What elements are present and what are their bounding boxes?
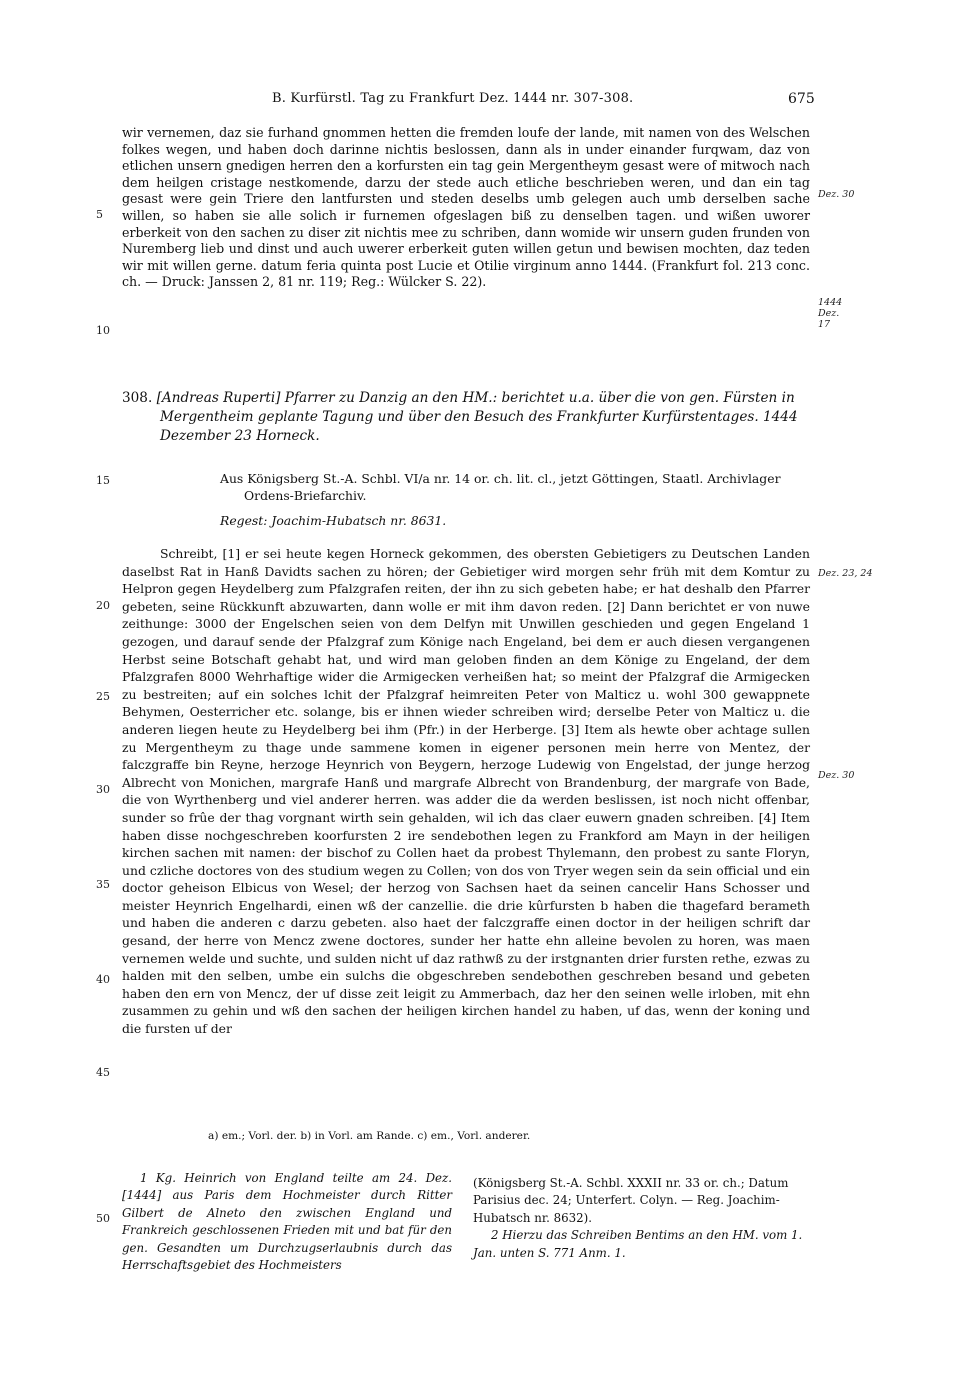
- document-body-text: Schreibt, [1] er sei heute kegen Horneck gekommen, des obersten Gebietigers zu Deutschen Landen daselbst Rat in Hanß Davidts sachen zu hören; der Gebietiger wird morgen sehr früh mit dem Komtur zu Helpron gegen Heydelberg zum Pfalzgrafen reiten, der ihn zu sich gebeten habe; er hat deshalb den Pfarrer gebeten, seine Rückkunft abzuwarten, dann wolle er mit ihm davon reden. [2] Dann berichtet er von nuwe zeithunge: 3000 der Engelschen seien von dem Delfyn mit Unwillen geschieden und gegen Engeland 1 gezogen, und darauf sende der Pfalzgraf zum Könige nach Engeland, bei dem er auch diesen vergangenen Herbst seine Botschaft gehabt hat, und wird man geloben finden an dem Könige zu Engeland, der dem Pfalzgrafen 8000 Wehrhaftige wider die Armigecken verheißen hat; so meint der Pfalzgraf die Armigecken zu bestreiten; auf ein solches lchit der Pfalzgraf heimreiten Peter von Malticz u. wohl 300 gewappnete Behymen, Oesterricher etc. solange, bis er ihnen wieder schreiben wird; derselbe Peter von Malticz u. die anderen liegen heute zu Heydelberg bei ihm (Pfr.) in der Herberge. [3] Item als hewte ober achtage sullen zu Mergentheym zu thage unde sammene komen in eigener personen mein herre von Mentez, der falczgraffe bin Reyne, herzoge Heynrich von Beygern, herzoge Ludewig von Engelstad, der junge herzog Albrecht von Monichen, margrafe Hanß und margrafe Albrecht von Brandenburg, der margrafe von Bade, die von Wyrthenberg und viel anderer herren. was adder die da werden beslissen, ist noch nicht offenbar, sunder so frûe der thag vorgnant wirth sein gehalden, wil ich das claer euwern gnaden schreiben. [4] Item haben disse nochgeschreben koorfursten 2 ire sendebothen legen zu Frankford am Mayn in der heiligen kirchen sachen mit namen: der bischof zu Collen haet da probest Thylemann, den probest zu sante Floryn, und czliche doctores von des studium wegen zu Collen; von dos von Tryer wegen sein da sein official und ein doctor geheison Elbicus von Wesel; der herzog von Sachsen haet da seinen cancelir Hans Schosser und meister Heynrich Engelhardi, einen wß der canzellie. die drie kûrfursten b haben die thagefard berameth und haben die anderen c darzu gebeten. also haet der falczgraffe einen doctor in der heiligen schrift dar gesand, der herre von Mencz zwene doctores, sunder her hatte ehn alleine bevolen zu horen, was maen vernemen welde und suchte, und sulden nicht uf daz rathwß zu der irstgnanten drier fursten rethe, ezwas zu halden mit den selben, umbe ein sulchs die obgeschreben sendebothen geschreben besand und gebeten haben den ern von Mencz, der uf disse zeit leigit zu Ammerbach, daz her den seinen welle irloben, mit ehn zusammen zu gehin und wß den sachen der heiligen kirchen handel zu haben, uf das, wenn der koning und die fursten uf der: [122, 546, 810, 1037]
- line-number: 5: [96, 208, 103, 221]
- line-number: 20: [96, 599, 110, 612]
- textual-variants: a) em.; Vorl. der. b) in Vorl. am Rande. c) em., Vorl. anderer.: [208, 1130, 531, 1142]
- source-note: [220, 471, 810, 504]
- line-number: 30: [96, 783, 110, 796]
- top-paragraph: wir vernemen, daz sie furhand gnommen hetten die fremden loufe der lande, mit namen von des Welschen folkes wegen, und haben doch darinne nichtis beslossen, dann als in under einander furqwam, daz von etlichen unsern gnedigen herren den a korfursten ein tag gein Mergentheym gesast were of mitwoch nach dem heilgen cristage nestkomende, darzu der stede auch etliche beschrieben weren, und dan ein tag gesast were gein Triere den lantfursten und steden deselbs umb gelegen auch umb derselben sache willen, so haben sie alle solich ir furnemen ofgeslagen biß zu denselben tagen. und wißen uworer erberkeit von den sachen zu diser zit nichtis mee zu schriben, dann womide wir unsern guden frunden von Nuremberg lieb und dinst und auch uwerer erberkeit guten willen getun und bewisen mochten, daz teden wir mit willen gerne. datum feria quinta post Lucie et Otilie virginum anno 1444. (Frankfurt fol. 213 conc. ch. — Druck: Janssen 2, 81 nr. 119; Reg.: Wülcker S. 22).: [122, 125, 810, 290]
- top-text-block: [122, 125, 810, 291]
- margin-date: 1444 Dez. 17: [818, 297, 843, 330]
- line-number: 45: [96, 1066, 110, 1079]
- footnote-1: [122, 1170, 452, 1274]
- document-title: [Andreas Ruperti] Pfarrer zu Danzig an den HM.: berichtet u.a. über die von gen. Fürsten in Mergentheim geplante Tagung und über den Besuch des Frankfurter Kurfürstentages. 1444 Dezember 23 Horneck.: [156, 390, 798, 444]
- line-number: 40: [96, 973, 110, 986]
- line-number: 35: [96, 878, 110, 891]
- line-number: 25: [96, 690, 110, 703]
- margin-date: Dez. 30: [818, 770, 855, 781]
- page-number: 675: [788, 91, 815, 107]
- footnote-2-text: 2 Hierzu das Schreiben Bentims an den HM. vom 1. Jan. unten S. 771 Anm. 1.: [473, 1228, 803, 1260]
- running-title: B. Kurfürstl. Tag zu Frankfurt Dez. 1444 nr. 307-308.: [272, 91, 634, 106]
- footnote-1-continuation: (Königsberg St.-A. Schbl. XXXII nr. 33 or. ch.; Datum Parisius dec. 24; Unterfert. Colyn. — Reg. Joachim-Hubatsch nr. 8632).: [473, 1176, 789, 1225]
- footnote-1-text: 1 Kg. Heinrich von England teilte am 24. Dez. [1444] aus Paris dem Hochmeister durch Ritter Gilbert de Alneto den zwischen England und Frankreich geschlossenen Frieden mit und bat für den gen. Gesandten um Durchzugserlaubnis durch das Herrschaftsgebiet des Hochmeisters: [122, 1171, 452, 1273]
- margin-date: Dez. 23, 24: [818, 568, 873, 579]
- document-body: [122, 545, 810, 1038]
- document-heading: [122, 389, 812, 446]
- running-header: [0, 91, 960, 111]
- document-number: 308.: [122, 390, 153, 406]
- margin-date: Dez. 30: [818, 189, 855, 200]
- source-text: Aus Königsberg St.-A. Schbl. VI/a nr. 14 or. ch. lit. cl., jetzt Göttingen, Staatl. Archivlager Ordens-Briefarchiv.: [220, 471, 781, 503]
- line-number: 50: [96, 1212, 110, 1225]
- line-number: 10: [96, 324, 110, 337]
- footnote-column-right: [473, 1175, 811, 1262]
- line-number: 15: [96, 474, 110, 487]
- regest-reference: Regest: Joachim-Hubatsch nr. 8631.: [220, 513, 447, 528]
